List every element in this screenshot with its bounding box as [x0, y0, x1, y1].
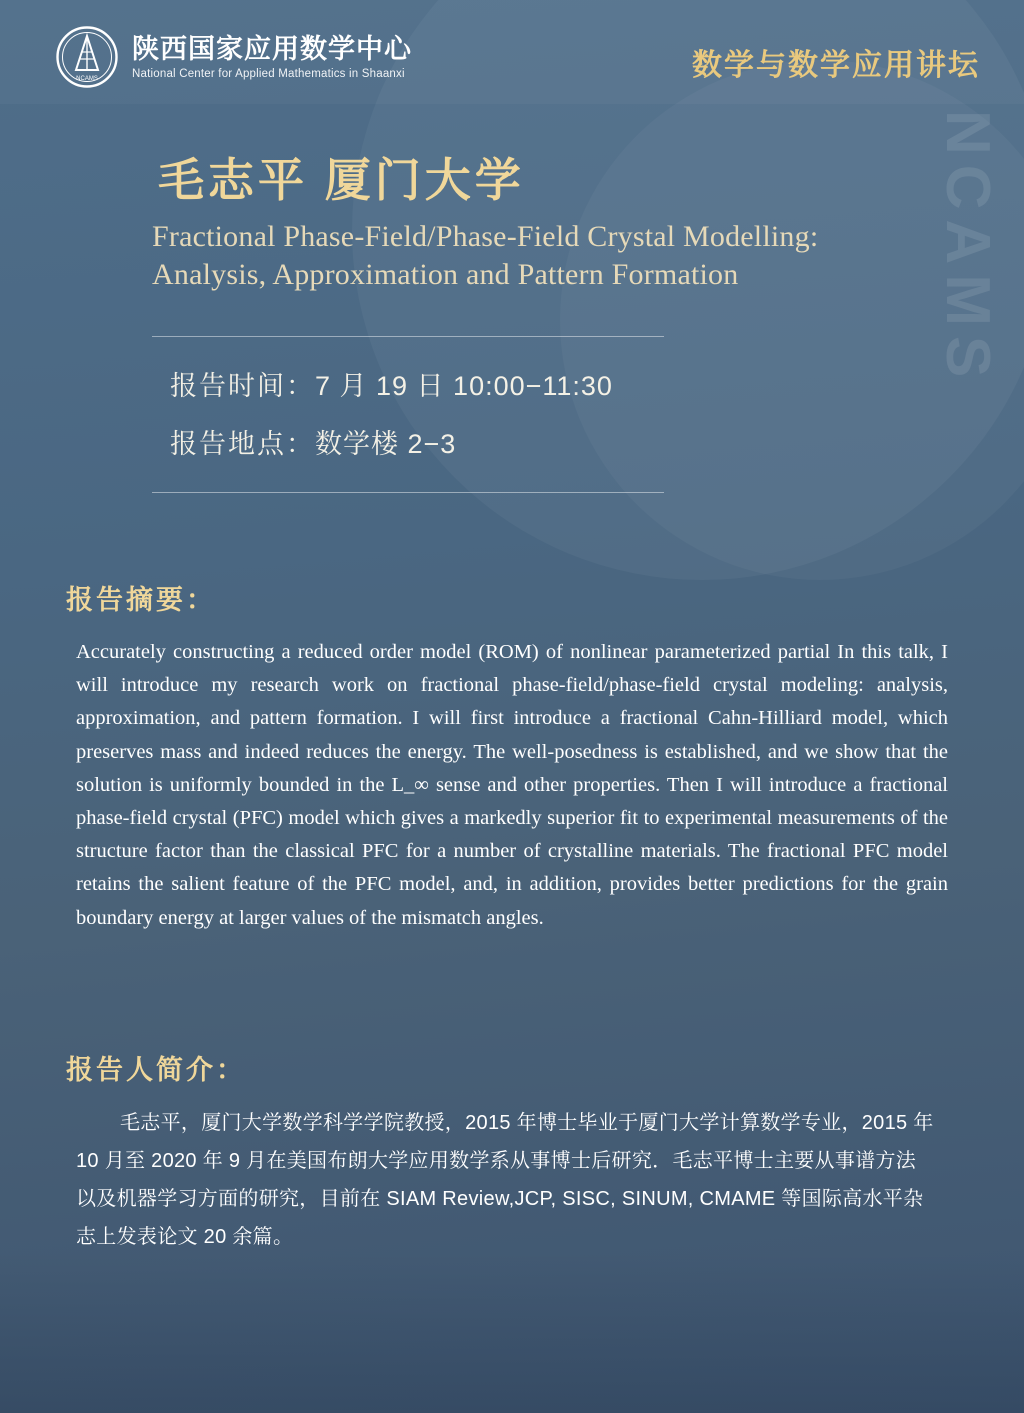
ncams-emblem-icon — [56, 26, 118, 88]
forum-title: 数学与数学应用讲坛 — [692, 49, 980, 82]
talk-place-value: 数学楼 2−3 — [315, 429, 457, 459]
svg-text:NCAMS: NCAMS — [76, 76, 98, 82]
abstract-heading: 报告摘要： — [66, 585, 216, 615]
divider-bottom — [152, 492, 664, 493]
divider-top — [152, 336, 664, 337]
decorative-circle-small — [560, 60, 1024, 580]
abstract-body: Accurately constructing a reduced order model (ROM) of nonlinear parameterized partial In this talk, I will introduce my research work on fractional phase-field/phase-field crystal modeling: analysis, approximation, and pattern formation. I will first introduce a fractional Cahn-Hilliard model, which preserves mass and indeed reduces the energy. The well-posedness is established, and we show that the solution is uniformly bounded in the L_∞ sense and other properties. Then I will introduce a fractional phase-field crystal (PFC) model which gives a markedly superior fit to experimental measurements of the structure factor than the classical PFC for a number of crystalline materials. The fractional PFC model retains the salient feature of the PFC model, and, in addition, provides better predictions for the grain boundary energy at larger values of the mismatch angles. — [76, 641, 948, 929]
talk-place — [170, 422, 456, 461]
organization-name — [132, 34, 412, 80]
talk-place-label: 报告地点： — [170, 429, 315, 459]
ncams-watermark: NCAMS — [933, 110, 1002, 388]
bio-heading: 报告人简介： — [66, 1055, 246, 1085]
speaker-name: 毛志平 厦门大学 — [158, 154, 525, 206]
bottom-gradient — [0, 1253, 1024, 1413]
talk-title: Fractional Phase-Field/Phase-Field Crystal Modelling: Analysis, Approximation and Pattern Formation — [152, 220, 819, 291]
organization-name-en: National Center for Applied Mathematics in Shaanxi — [132, 68, 405, 81]
organization-name-cn: 陕西国家应用数学中心 — [132, 33, 412, 64]
organization-logo — [56, 26, 412, 88]
bio-body: 毛志平，厦门大学数学科学学院教授，2015 年博士毕业于厦门大学计算数学专业，2015 年 10 月至 2020 年 9 月在美国布朗大学应用数学系从事博士后研究．毛志平博士主要从事谱方法以及机器学习方面的研究，目前在 SIAM Review,JCP, SISC, SINUM, CMAME 等国际高水平杂志上发表论文 20 余篇。 — [76, 1112, 934, 1248]
talk-time-value: 7 月 19 日 10:00−11:30 — [315, 371, 613, 401]
talk-time — [170, 364, 613, 403]
talk-time-label: 报告时间： — [170, 371, 315, 401]
